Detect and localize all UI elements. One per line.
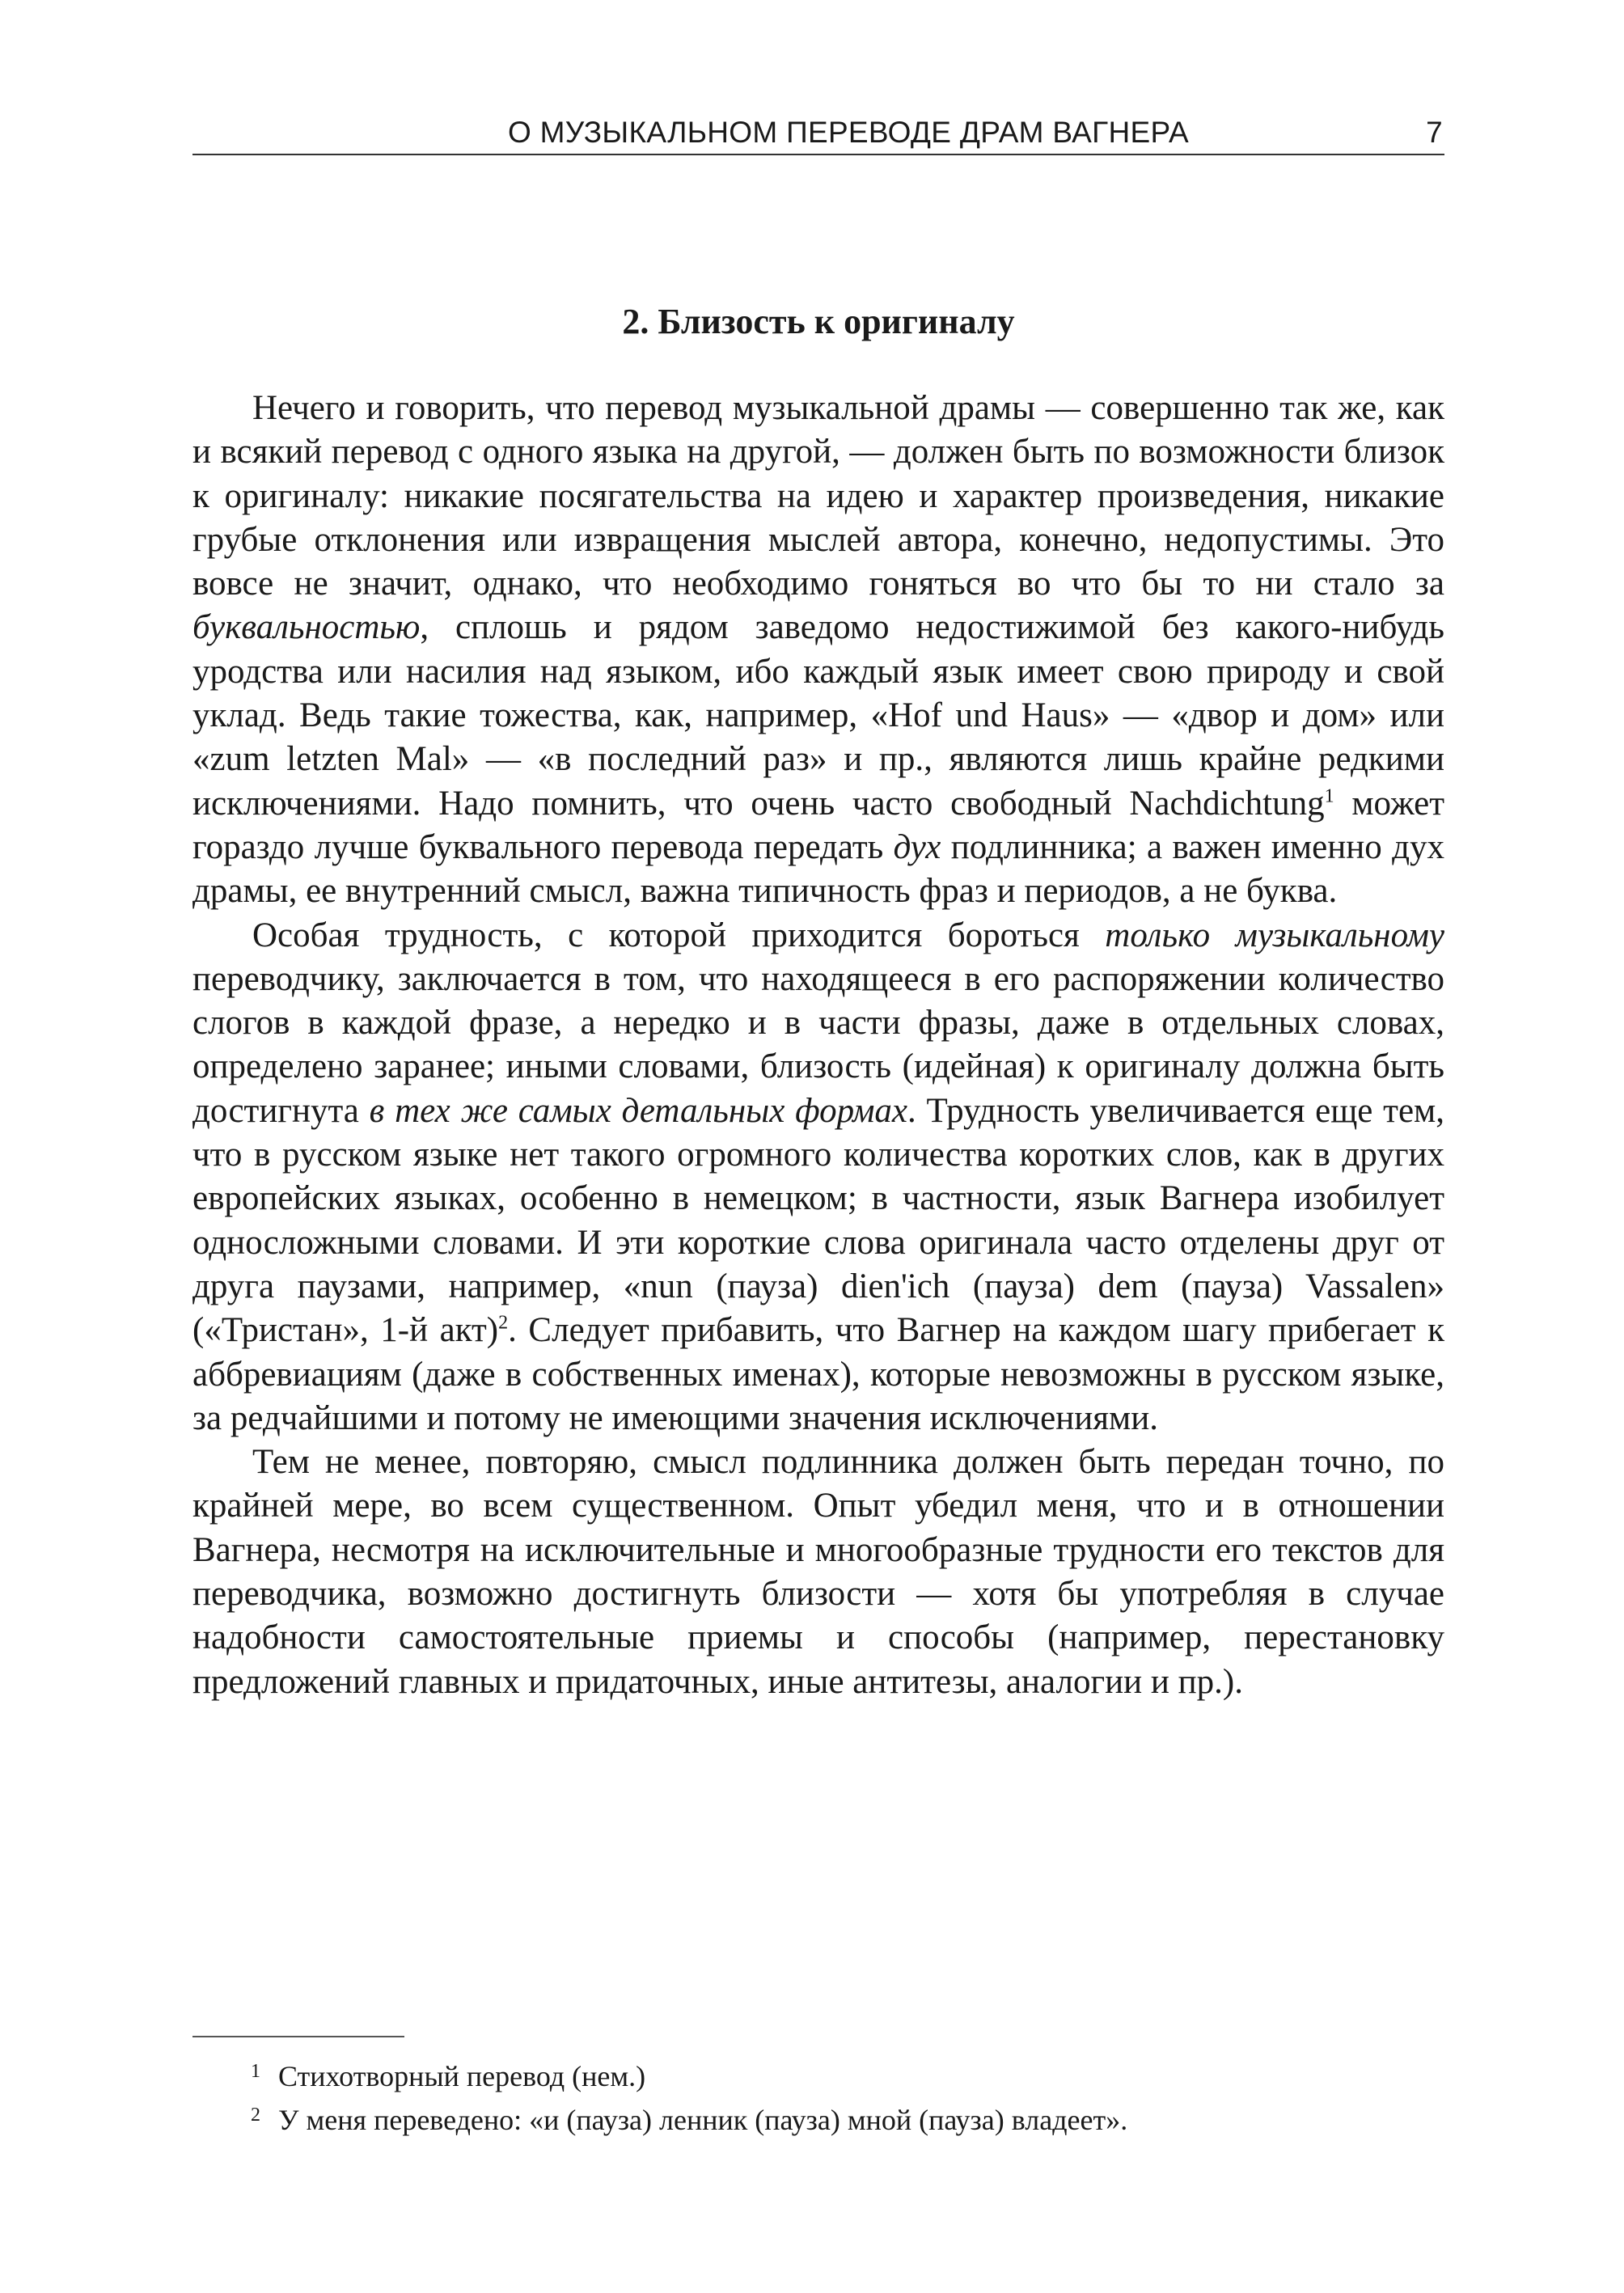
paragraph-1-italic-1: буквальностью xyxy=(192,608,421,647)
paragraph-1-text-4: подлинника; а важен именно дух драмы, ее внутренний смысл, важна типичность фраз и периодов, а не буква. xyxy=(192,827,1444,911)
main-text xyxy=(192,299,1444,1704)
footnote-ref-1[interactable]: 1 xyxy=(1324,785,1334,807)
paragraph-2 xyxy=(192,914,1444,1441)
footnote-1-text: Стихотворный перевод (нем.) xyxy=(278,2060,646,2092)
footnote-1 xyxy=(192,2054,1444,2098)
paragraph-2-text-3: . Трудность увеличивается еще тем, что в русском языке нет такого огромного количества коротких слов, как в других европейских языках, особенно в немецком; в частности, язык Вагнера изобилует односложными словами. И эти короткие слова оригинала часто отделены друг от друга паузами, например, «nun (пауза) dien'ich (пауза) dem (пауза) Vassalen» («Тристан», 1-й акт) xyxy=(192,1091,1444,1350)
page-number: 7 xyxy=(1426,116,1443,149)
paragraph-2-italic-2: в тех же самых детальных формах xyxy=(369,1091,907,1130)
footnotes xyxy=(192,2054,1444,2142)
paragraph-1-text-1: Нечего и говорить, что перевод музыкальной драмы — совершенно так же, как и всякий перевод с одного языка на другой, — должен быть по возможности близок к оригиналу: никакие посягательства на идею и характер произведения, никакие грубые отклонения или извращения мыслей автора, конечно, недопустимы. Это вовсе не значит, однако, что необходимо гоняться во что бы то ни стало за xyxy=(192,389,1444,603)
paragraph-2-text-1: Особая трудность, с которой приходится бороться xyxy=(252,916,1106,954)
running-head-title: О МУЗЫКАЛЬНОМ ПЕРЕВОДЕ ДРАМ ВАГНЕРА xyxy=(508,116,1189,149)
footnote-divider xyxy=(192,2036,404,2037)
paragraph-2-italic-1: только музыкальному xyxy=(1105,916,1445,954)
footnote-2-number: 2 xyxy=(251,2105,260,2126)
paragraph-1-text-3: может гораздо лучше буквального перевода передать xyxy=(192,784,1444,866)
paragraph-1 xyxy=(192,387,1444,914)
paragraph-2-text-2: переводчику, заключается в том, что находящееся в его распоряжении количество слогов в каждой фразе, а нередко и в части фразы, даже в отдельных словах, определено заранее; иными словами, близость (идейная) к оригиналу должна быть достигнута xyxy=(192,959,1444,1130)
running-head xyxy=(192,112,1444,155)
footnote-2-text: У меня переведено: «и (пауза) ленник (пауза) мной (пауза) владеет». xyxy=(278,2104,1128,2136)
paragraph-1-italic-2: дух xyxy=(893,827,941,866)
footnote-2 xyxy=(192,2098,1444,2142)
paragraph-1-text-2: , сплошь и рядом заведомо недостижимой без какого-нибудь уродства или насилия над языком, ибо каждый язык имеет свою природу и свой уклад. Ведь такие тожества, как, например, «Hof und Haus» — «двор и дом» или «zum letzten Mal» — «в последний раз» и пр., являются лишь крайне редкими исключениями. Надо помнить, что очень часто свободный Nachdichtung xyxy=(192,608,1444,823)
paragraph-2-text-4: . Следует прибавить, что Вагнер на каждом шагу прибегает к аббревиациям (даже в собственных именах), которые невозможны в русском языке, за редчайшими и потому не имеющими значения исключениями. xyxy=(192,1311,1445,1437)
footnote-ref-2[interactable]: 2 xyxy=(498,1312,509,1334)
footnote-1-number: 1 xyxy=(251,2061,260,2082)
paragraph-3-text-1: Тем не менее, повторяю, смысл подлинника должен быть передан точно, по крайней мере, во всем существенном. Опыт убедил меня, что и в отношении Вагнера, несмотря на исключительные и многообразные трудности его текстов для переводчика, возможно достигнуть близости — хотя бы употребляя в случае надобности самостоятельные приемы и способы (например, перестановку предложений главных и придаточных, иные антитезы, аналогии и пр.). xyxy=(192,1443,1444,1701)
section-title: 2. Близость к оригиналу xyxy=(622,302,1015,341)
paragraph-3 xyxy=(192,1441,1444,1704)
